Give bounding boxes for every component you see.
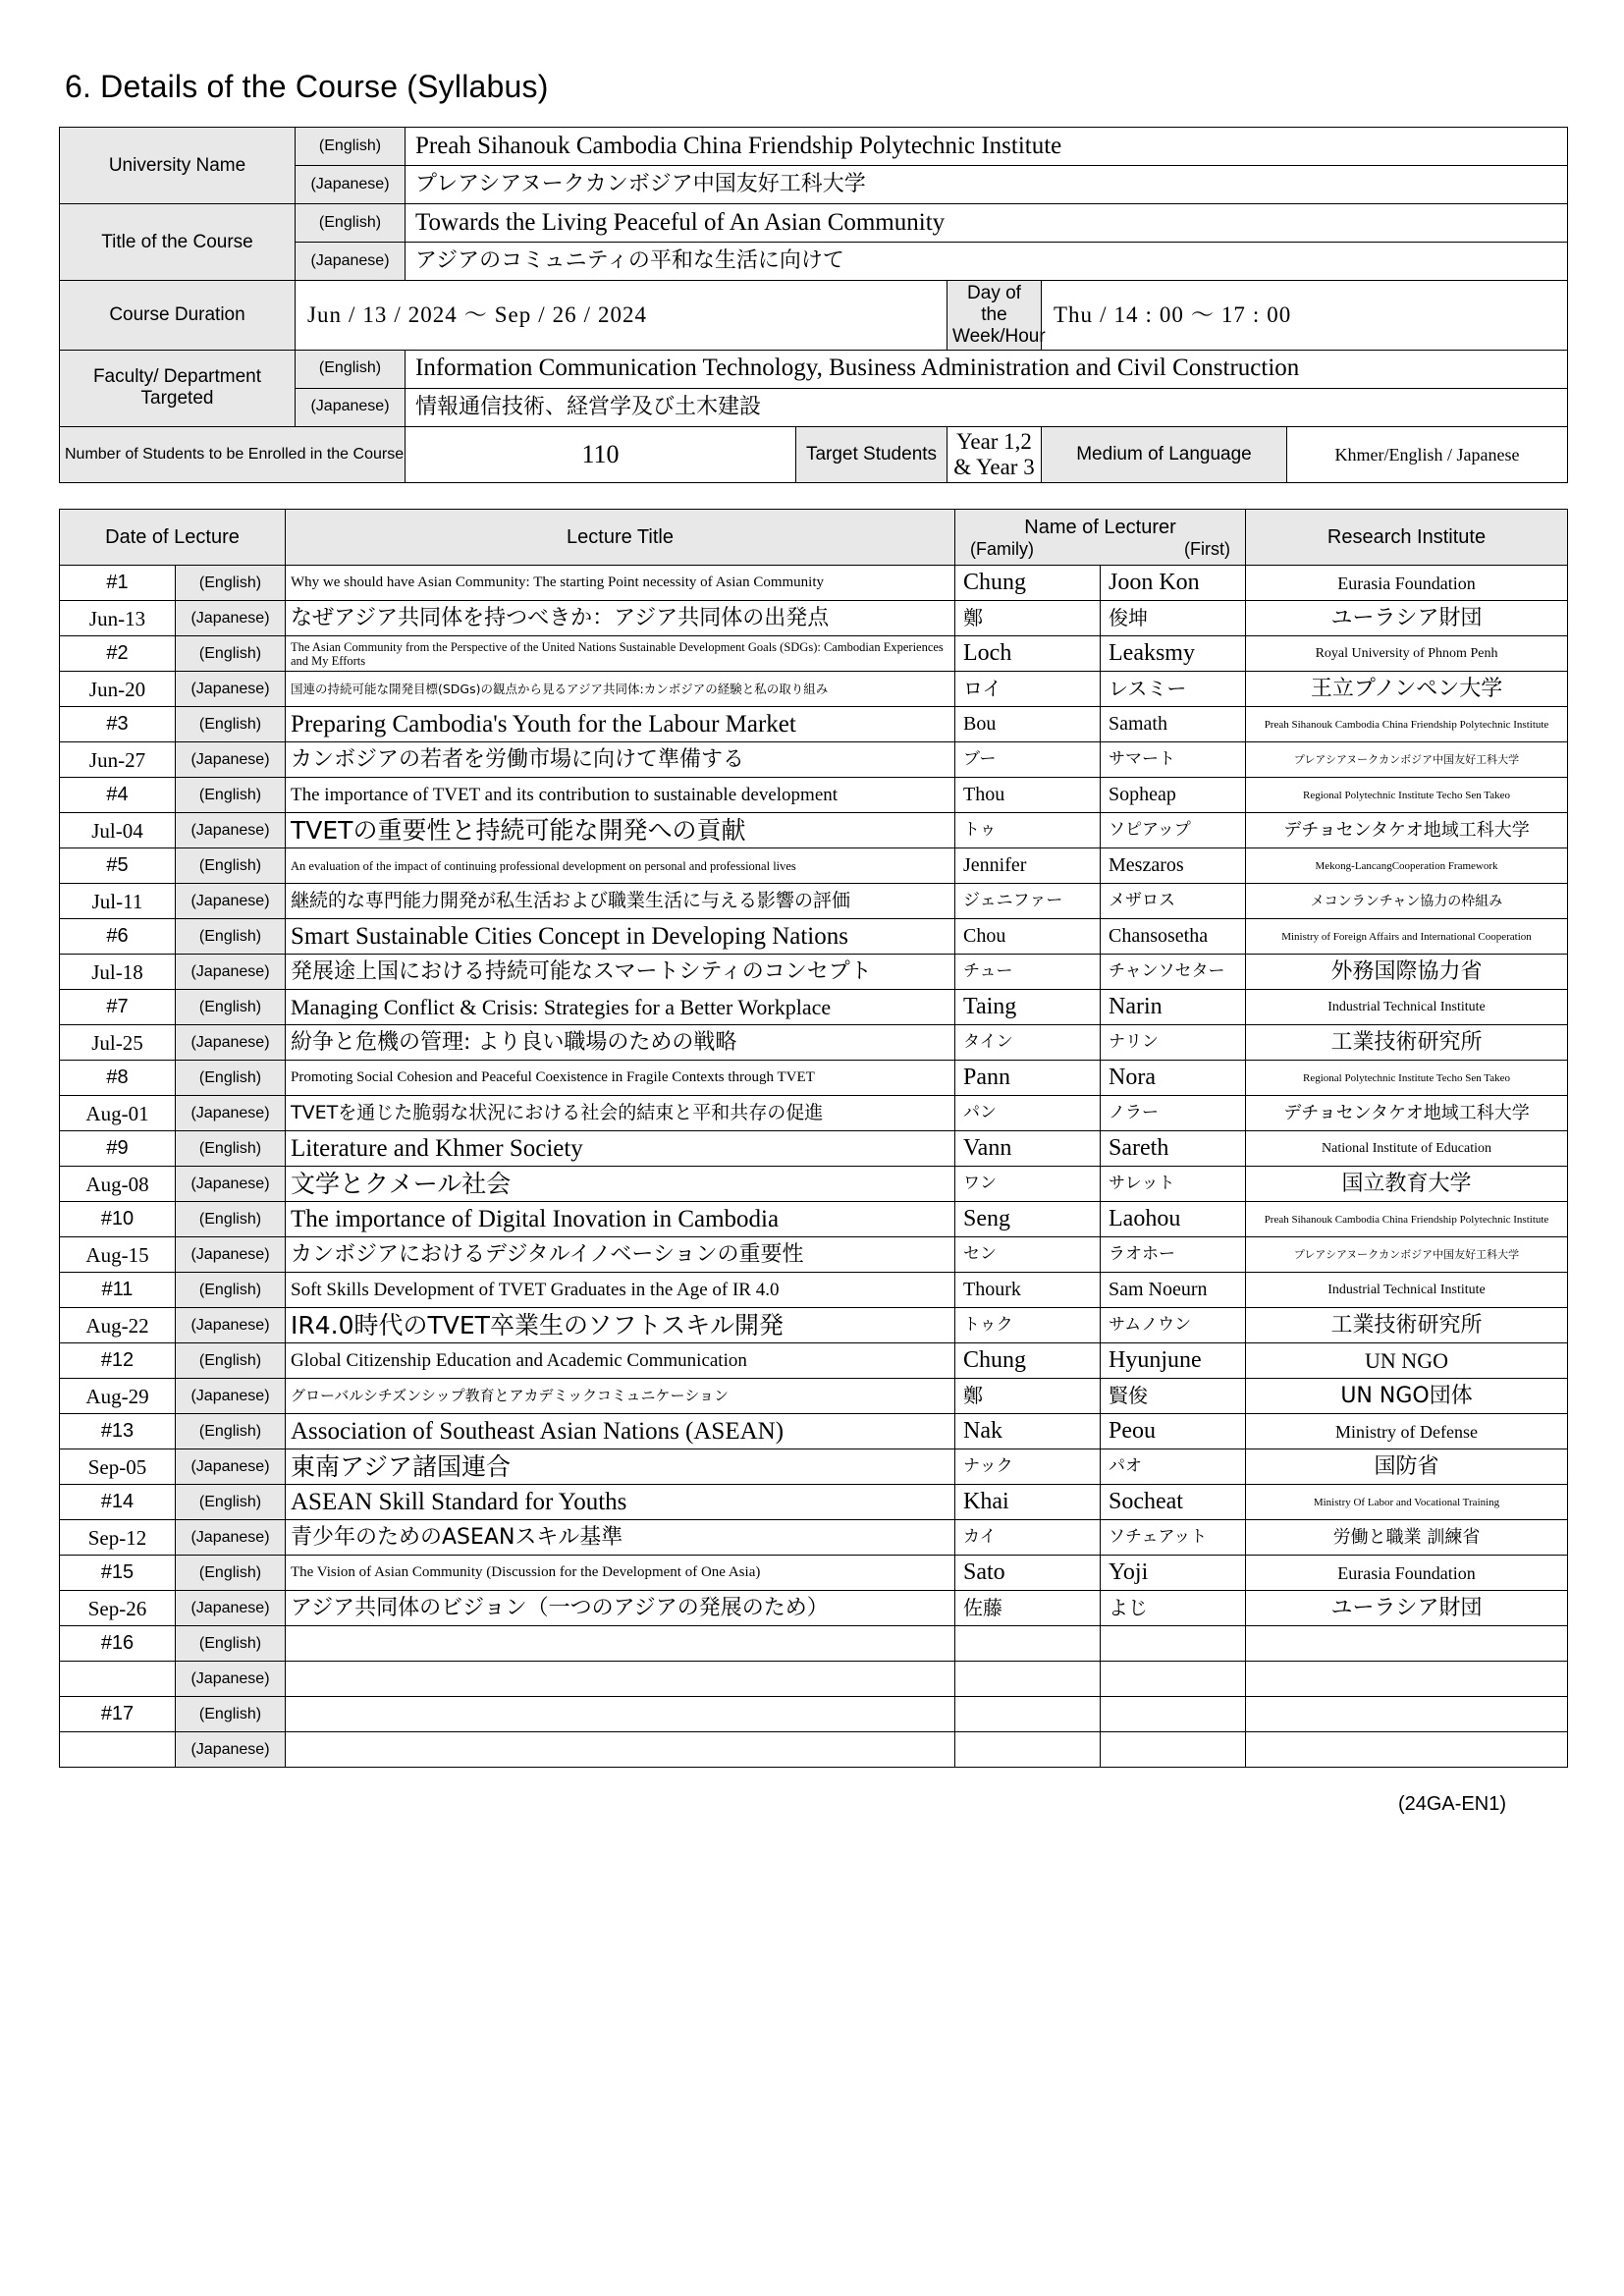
language-tag-japanese: (Japanese) (176, 1732, 286, 1768)
target-students-value: Year 1,2 & Year 3 (947, 426, 1042, 483)
language-tag-japanese: (Japanese) (176, 601, 286, 636)
language-tag-japanese: (Japanese) (296, 243, 406, 281)
research-institute-english (1246, 1697, 1568, 1732)
lecturer-family-japanese: 鄭 (955, 601, 1101, 636)
lecturer-family-english: Sato (955, 1556, 1101, 1591)
table-row (60, 1308, 1568, 1343)
lecturer-family-japanese: ロイ (955, 672, 1101, 707)
table-row (60, 742, 1568, 778)
lecture-title-english: The Vision of Asian Community (Discussion for the Development of One Asia) (286, 1556, 955, 1591)
lecturer-first-english (1101, 1697, 1246, 1732)
lecture-title-english: Literature and Khmer Society (286, 1131, 955, 1167)
research-institute-english: Ministry of Foreign Affairs and International Cooperation (1246, 919, 1568, 955)
lecture-number: #16 (60, 1626, 176, 1662)
language-tag-english: (English) (176, 778, 286, 813)
language-tag-english: (English) (296, 204, 406, 243)
lecturer-family-english: Vann (955, 1131, 1101, 1167)
research-institute-english: Eurasia Foundation (1246, 566, 1568, 601)
research-institute-english: Mekong-LancangCooperation Framework (1246, 848, 1568, 884)
table-row (60, 1414, 1568, 1449)
lecturer-family-japanese: チュー (955, 955, 1101, 990)
table-row (60, 778, 1568, 813)
lecturer-first-japanese: ソピアップ (1101, 813, 1246, 848)
language-tag-english: (English) (176, 566, 286, 601)
lecturer-first-english: Joon Kon (1101, 566, 1246, 601)
lecturer-family-english: Thourk (955, 1273, 1101, 1308)
research-institute-japanese: ユーラシア財団 (1246, 1591, 1568, 1626)
lecturer-first-japanese: サムノウン (1101, 1308, 1246, 1343)
lecture-number: #5 (60, 848, 176, 884)
table-row (60, 1732, 1568, 1768)
lecturer-first-english: Peou (1101, 1414, 1246, 1449)
lecturer-first-english: Socheat (1101, 1485, 1246, 1520)
language-tag-english: (English) (176, 1343, 286, 1379)
lecturer-family-japanese: ナック (955, 1449, 1101, 1485)
course-title-japanese-value: アジアのコミュニティの平和な生活に向けて (406, 243, 1568, 281)
lecture-title-japanese: アジア共同体のビジョン（一つのアジアの発展のため） (286, 1591, 955, 1626)
lecture-title-japanese: グローバルシチズンシップ教育とアカデミックコミュニケーション (286, 1379, 955, 1414)
university-name-japanese-value: プレアシアヌークカンボジア中国友好工科大学 (406, 166, 1568, 204)
lecture-number: #11 (60, 1273, 176, 1308)
lecture-title-japanese (286, 1662, 955, 1697)
language-tag-english: (English) (176, 1626, 286, 1662)
research-institute-english: Regional Polytechnic Institute Techo Sen Takeo (1246, 1061, 1568, 1096)
lecture-schedule-table (59, 509, 1568, 1768)
lecturer-family-english: Thou (955, 778, 1101, 813)
language-tag-english: (English) (176, 1485, 286, 1520)
lecturer-family-english: Taing (955, 990, 1101, 1025)
start-minute: 00 (1159, 301, 1184, 327)
lecturer-family-english (955, 1626, 1101, 1662)
lecture-title-english: Soft Skills Development of TVET Graduates in the Age of IR 4.0 (286, 1273, 955, 1308)
column-header-title: Lecture Title (286, 510, 955, 566)
table-row (60, 601, 1568, 636)
lecture-date: Jul-11 (60, 884, 176, 919)
research-institute-japanese: 工業技術研究所 (1246, 1308, 1568, 1343)
duration-end-month: Sep (494, 301, 532, 327)
lecturer-first-japanese: 賢俊 (1101, 1379, 1246, 1414)
university-name-english-row (60, 128, 1568, 166)
research-institute-japanese: 王立プノンペン大学 (1246, 672, 1568, 707)
lecture-title-japanese: 文学とクメール社会 (286, 1167, 955, 1202)
number-of-students-label: Number of Students to be Enrolled in the Course (60, 426, 406, 483)
research-institute-japanese: プレアシアヌークカンボジア中国友好工科大学 (1246, 742, 1568, 778)
lecture-title-english: Managing Conflict & Crisis: Strategies for a Better Workplace (286, 990, 955, 1025)
lecture-number: #15 (60, 1556, 176, 1591)
table-row (60, 707, 1568, 742)
language-tag-english: (English) (176, 1556, 286, 1591)
table-row (60, 1379, 1568, 1414)
lecture-title-japanese: 継続的な専門能力開発が私生活および職業生活に与える影響の評価 (286, 884, 955, 919)
lecture-title-japanese: TVETを通じた脆弱な状況における社会的結束と平和共存の促進 (286, 1096, 955, 1131)
column-header-date: Date of Lecture (60, 510, 286, 566)
lecture-title-english: Preparing Cambodia's Youth for the Labour Market (286, 707, 955, 742)
table-row (60, 672, 1568, 707)
table-row (60, 1167, 1568, 1202)
research-institute-japanese (1246, 1732, 1568, 1768)
lecture-title-english: Global Citizenship Education and Academic Communication (286, 1343, 955, 1379)
course-title-english-value: Towards the Living Peaceful of An Asian Community (406, 204, 1568, 243)
lecture-date: Aug-29 (60, 1379, 176, 1414)
lecturer-first-english: Laohou (1101, 1202, 1246, 1237)
research-institute-japanese: デチョセンタケオ地域工科大学 (1246, 813, 1568, 848)
language-tag-japanese: (Japanese) (296, 166, 406, 204)
lecture-number: #4 (60, 778, 176, 813)
research-institute-english: National Institute of Education (1246, 1131, 1568, 1167)
lecture-title-english: Why we should have Asian Community: The starting Point necessity of Asian Community (286, 566, 955, 601)
target-students-label: Target Students (796, 426, 947, 483)
duration-start-year: 2024 (407, 301, 458, 327)
lecturer-family-japanese: ワン (955, 1167, 1101, 1202)
lecturer-family-japanese: ジェニファー (955, 884, 1101, 919)
research-institute-japanese: プレアシアヌークカンボジア中国友好工科大学 (1246, 1237, 1568, 1273)
lecture-number: #10 (60, 1202, 176, 1237)
duration-end-day: 26 (552, 301, 577, 327)
table-row (60, 1025, 1568, 1061)
end-hour: 17 (1220, 301, 1246, 327)
language-tag-japanese: (Japanese) (176, 1591, 286, 1626)
medium-of-language-value: Khmer/English / Japanese (1287, 426, 1568, 483)
language-tag-japanese: (Japanese) (176, 742, 286, 778)
research-institute-japanese: UN NGO団体 (1246, 1379, 1568, 1414)
table-row (60, 1520, 1568, 1556)
lecturer-family-japanese: パン (955, 1096, 1101, 1131)
lecturer-family-japanese: タイン (955, 1025, 1101, 1061)
lecturer-first-japanese: メザロス (1101, 884, 1246, 919)
language-tag-english: (English) (176, 1131, 286, 1167)
lecturer-family-japanese: 佐藤 (955, 1591, 1101, 1626)
lecturer-first-english: Sareth (1101, 1131, 1246, 1167)
research-institute-japanese: 外務国際協力省 (1246, 955, 1568, 990)
lecturer-family-japanese: カイ (955, 1520, 1101, 1556)
lecturer-family-english: Pann (955, 1061, 1101, 1096)
lecturer-header-main: Name of Lecturer (1024, 516, 1176, 538)
language-tag-japanese: (Japanese) (176, 1308, 286, 1343)
lecturer-family-english: Chung (955, 566, 1101, 601)
research-institute-english: Ministry Of Labor and Vocational Training (1246, 1485, 1568, 1520)
lecture-date: Jul-25 (60, 1025, 176, 1061)
lecture-date: Aug-08 (60, 1167, 176, 1202)
lecture-title-english: The importance of Digital Inovation in Cambodia (286, 1202, 955, 1237)
course-title-label: Title of the Course (60, 204, 296, 281)
lecture-date: Aug-01 (60, 1096, 176, 1131)
table-row (60, 1697, 1568, 1732)
table-row (60, 1096, 1568, 1131)
lecturer-family-english: Loch (955, 636, 1101, 672)
lecture-date: Sep-26 (60, 1591, 176, 1626)
lecture-title-japanese: カンボジアの若者を労働市場に向けて準備する (286, 742, 955, 778)
language-tag-english: (English) (176, 848, 286, 884)
language-tag-japanese: (Japanese) (176, 1167, 286, 1202)
research-institute-english (1246, 1626, 1568, 1662)
language-tag-english: (English) (176, 1273, 286, 1308)
lecture-title-japanese: 青少年のためのASEANスキル基準 (286, 1520, 955, 1556)
research-institute-english: Industrial Technical Institute (1246, 1273, 1568, 1308)
lecturer-first-japanese: ナリン (1101, 1025, 1246, 1061)
lecturer-family-japanese: ブー (955, 742, 1101, 778)
course-title-english-row (60, 204, 1568, 243)
language-tag-japanese: (Japanese) (296, 388, 406, 426)
university-name-label: University Name (60, 128, 296, 204)
faculty-english-value: Information Communication Technology, Business Administration and Civil Construction (406, 350, 1568, 388)
lecture-title-english: ASEAN Skill Standard for Youths (286, 1485, 955, 1520)
research-institute-japanese: 労働と職業 訓練省 (1246, 1520, 1568, 1556)
table-row (60, 919, 1568, 955)
column-header-lecturer (955, 510, 1246, 566)
lecture-title-japanese: IR4.0時代のTVET卒業生のソフトスキル開発 (286, 1308, 955, 1343)
medium-of-language-label: Medium of Language (1042, 426, 1287, 483)
table-row (60, 955, 1568, 990)
lecture-title-english: The Asian Community from the Perspective of the United Nations Sustainable Development Goals (SDGs): Cambodian Experiences and My Efforts (286, 636, 955, 672)
table-row (60, 1237, 1568, 1273)
lecture-title-english: The importance of TVET and its contribution to sustainable development (286, 778, 955, 813)
lecture-number: #7 (60, 990, 176, 1025)
lecture-date: Jun-20 (60, 672, 176, 707)
lecturer-first-english: Chansosetha (1101, 919, 1246, 955)
table-row (60, 990, 1568, 1025)
language-tag-japanese: (Japanese) (176, 813, 286, 848)
research-institute-english: Preah Sihanouk Cambodia China Friendship Polytechnic Institute (1246, 707, 1568, 742)
lecture-title-english (286, 1697, 955, 1732)
lecture-number: #3 (60, 707, 176, 742)
lecturer-family-english: Jennifer (955, 848, 1101, 884)
language-tag-japanese: (Japanese) (176, 1025, 286, 1061)
duration-start-month: Jun (307, 301, 342, 327)
lecture-title-japanese: TVETの重要性と持続可能な開発への貢献 (286, 813, 955, 848)
table-row (60, 1343, 1568, 1379)
language-tag-english: (English) (176, 707, 286, 742)
course-duration-label: Course Duration (60, 281, 296, 351)
table-row (60, 566, 1568, 601)
table-row (60, 1662, 1568, 1697)
table-row (60, 636, 1568, 672)
language-tag-japanese: (Japanese) (176, 884, 286, 919)
lecture-number: #2 (60, 636, 176, 672)
lecture-date (60, 1732, 176, 1768)
research-institute-japanese: メコンランチャン協力の枠組み (1246, 884, 1568, 919)
lecture-number: #6 (60, 919, 176, 955)
lecturer-family-english (955, 1697, 1101, 1732)
research-institute-english: Ministry of Defense (1246, 1414, 1568, 1449)
lecturer-first-japanese: 俊坤 (1101, 601, 1246, 636)
language-tag-english: (English) (176, 1202, 286, 1237)
lecturer-first-japanese: パオ (1101, 1449, 1246, 1485)
research-institute-english: UN NGO (1246, 1343, 1568, 1379)
lecturer-family-english: Bou (955, 707, 1101, 742)
language-tag-english: (English) (296, 128, 406, 166)
table-row (60, 1485, 1568, 1520)
language-tag-japanese: (Japanese) (176, 1237, 286, 1273)
enrollment-row (60, 426, 1568, 483)
lecturer-family-english: Seng (955, 1202, 1101, 1237)
day-of-week: Thu (1054, 301, 1094, 327)
lecture-title-japanese: 国連の持続可能な開発目標(SDGs)の観点から見るアジア共同体:カンボジアの経験と私の取り組み (286, 672, 955, 707)
lecturer-first-japanese: ラオホー (1101, 1237, 1246, 1273)
lecture-date (60, 1662, 176, 1697)
lecture-number: #13 (60, 1414, 176, 1449)
lecturer-first-japanese: サマート (1101, 742, 1246, 778)
course-duration-row (60, 281, 1568, 351)
lecturer-header-first: (First) (1184, 538, 1231, 559)
lecturer-family-english: Chou (955, 919, 1101, 955)
lecturer-first-japanese (1101, 1732, 1246, 1768)
university-name-english-value: Preah Sihanouk Cambodia China Friendship Polytechnic Institute (406, 128, 1568, 166)
table-row (60, 813, 1568, 848)
lecturer-first-english: Narin (1101, 990, 1246, 1025)
lecture-title-japanese: カンボジアにおけるデジタルイノベーションの重要性 (286, 1237, 955, 1273)
lecturer-first-japanese: レスミー (1101, 672, 1246, 707)
lecturer-first-english (1101, 1626, 1246, 1662)
research-institute-english: Preah Sihanouk Cambodia China Friendship Polytechnic Institute (1246, 1202, 1568, 1237)
end-minute: 00 (1267, 301, 1292, 327)
day-of-week-hour-value: Thu / 14 : 00 ～ 17 : 00 (1042, 281, 1568, 351)
lecture-number: #12 (60, 1343, 176, 1379)
lecturer-family-japanese: トゥク (955, 1308, 1101, 1343)
lecturer-header-family: (Family) (970, 538, 1034, 559)
lecturer-family-english: Nak (955, 1414, 1101, 1449)
lecturer-family-japanese: 鄭 (955, 1379, 1101, 1414)
language-tag-japanese: (Japanese) (176, 1096, 286, 1131)
faculty-japanese-value: 情報通信技術、経営学及び土木建設 (406, 388, 1568, 426)
research-institute-english: Eurasia Foundation (1246, 1556, 1568, 1591)
lecture-date: Jul-04 (60, 813, 176, 848)
duration-start-day: 13 (362, 301, 388, 327)
lecture-title-japanese: 発展途上国における持続可能なスマートシティのコンセプト (286, 955, 955, 990)
research-institute-japanese: 工業技術研究所 (1246, 1025, 1568, 1061)
language-tag-english: (English) (176, 1414, 286, 1449)
table-row (60, 1131, 1568, 1167)
table-row (60, 1273, 1568, 1308)
lecturer-first-japanese (1101, 1662, 1246, 1697)
duration-tilde: ～ (463, 301, 488, 327)
research-institute-japanese (1246, 1662, 1568, 1697)
course-duration-value: Jun / 13 / 2024 ～ Sep / 26 / 2024 (296, 281, 947, 351)
lecturer-first-english: Nora (1101, 1061, 1246, 1096)
lecturer-first-english: Meszaros (1101, 848, 1246, 884)
research-institute-english: Industrial Technical Institute (1246, 990, 1568, 1025)
lecture-number: #1 (60, 566, 176, 601)
language-tag-japanese: (Japanese) (176, 1520, 286, 1556)
faculty-english-row (60, 350, 1568, 388)
language-tag-japanese: (Japanese) (176, 955, 286, 990)
day-of-week-hour-label: Day of the Week/Hour (947, 281, 1042, 351)
language-tag-english: (English) (296, 350, 406, 388)
research-institute-japanese: デチョセンタケオ地域工科大学 (1246, 1096, 1568, 1131)
lecturer-first-japanese: チャンソセター (1101, 955, 1246, 990)
lecturer-family-japanese: セン (955, 1237, 1101, 1273)
lecture-title-japanese: なぜアジア共同体を持つべきか：アジア共同体の出発点 (286, 601, 955, 636)
lecture-title-english: Association of Southeast Asian Nations (ASEAN) (286, 1414, 955, 1449)
language-tag-english: (English) (176, 990, 286, 1025)
research-institute-english: Regional Polytechnic Institute Techo Sen Takeo (1246, 778, 1568, 813)
lecturer-first-english: Yoji (1101, 1556, 1246, 1591)
lecturer-family-japanese: トゥ (955, 813, 1101, 848)
language-tag-japanese: (Japanese) (176, 1379, 286, 1414)
table-row (60, 1591, 1568, 1626)
faculty-department-label: Faculty/ Department Targeted (60, 350, 296, 426)
lecturer-first-japanese: ソチェアット (1101, 1520, 1246, 1556)
lecture-title-english: Smart Sustainable Cities Concept in Developing Nations (286, 919, 955, 955)
language-tag-english: (English) (176, 919, 286, 955)
lecturer-family-english: Chung (955, 1343, 1101, 1379)
page-title: 6. Details of the Course (Syllabus) (65, 69, 549, 104)
lecture-date: Aug-22 (60, 1308, 176, 1343)
lecturer-family-japanese (955, 1662, 1101, 1697)
lecture-date: Sep-05 (60, 1449, 176, 1485)
lecture-number: #14 (60, 1485, 176, 1520)
lecture-table-header-row (60, 510, 1568, 566)
language-tag-japanese: (Japanese) (176, 672, 286, 707)
table-row (60, 1449, 1568, 1485)
lecturer-family-english: Khai (955, 1485, 1101, 1520)
lecturer-first-english: Sopheap (1101, 778, 1246, 813)
research-institute-japanese: ユーラシア財団 (1246, 601, 1568, 636)
language-tag-japanese: (Japanese) (176, 1449, 286, 1485)
lecture-number: #9 (60, 1131, 176, 1167)
lecture-date: Sep-12 (60, 1520, 176, 1556)
lecturer-first-english: Leaksmy (1101, 636, 1246, 672)
lecture-date: Jul-18 (60, 955, 176, 990)
duration-end-year: 2024 (598, 301, 648, 327)
lecture-title-english (286, 1626, 955, 1662)
table-row (60, 1061, 1568, 1096)
column-header-institute: Research Institute (1246, 510, 1568, 566)
lecturer-first-japanese: サレット (1101, 1167, 1246, 1202)
lecture-number: #8 (60, 1061, 176, 1096)
hour-tilde: ～ (1190, 301, 1215, 327)
lecturer-first-english: Hyunjune (1101, 1343, 1246, 1379)
language-tag-english: (English) (176, 1061, 286, 1096)
lecture-title-japanese (286, 1732, 955, 1768)
lecture-title-english: Promoting Social Cohesion and Peaceful Coexistence in Fragile Contexts through TVET (286, 1061, 955, 1096)
table-row (60, 1556, 1568, 1591)
table-row (60, 848, 1568, 884)
start-hour: 14 (1113, 301, 1139, 327)
lecture-title-english: An evaluation of the impact of continuing professional development on personal and professional lives (286, 848, 955, 884)
course-header-table (59, 127, 1568, 483)
lecture-date: Jun-27 (60, 742, 176, 778)
form-code: (24GA-EN1) (1397, 1793, 1506, 1816)
language-tag-japanese: (Japanese) (176, 1662, 286, 1697)
lecture-title-japanese: 東南アジア諸国連合 (286, 1449, 955, 1485)
lecture-date: Jun-13 (60, 601, 176, 636)
research-institute-japanese: 国防省 (1246, 1449, 1568, 1485)
lecturer-first-english: Samath (1101, 707, 1246, 742)
lecture-title-japanese: 紛争と危機の管理: より良い職場のための戦略 (286, 1025, 955, 1061)
lecturer-family-japanese (955, 1732, 1101, 1768)
language-tag-english: (English) (176, 636, 286, 672)
table-row (60, 1626, 1568, 1662)
lecture-number: #17 (60, 1697, 176, 1732)
number-of-students-value: 110 (406, 426, 796, 483)
research-institute-japanese: 国立教育大学 (1246, 1167, 1568, 1202)
lecturer-first-english: Sam Noeurn (1101, 1273, 1246, 1308)
lecture-date: Aug-15 (60, 1237, 176, 1273)
table-row (60, 1202, 1568, 1237)
language-tag-english: (English) (176, 1697, 286, 1732)
table-row (60, 884, 1568, 919)
lecturer-first-japanese: ノラー (1101, 1096, 1246, 1131)
lecturer-first-japanese: よじ (1101, 1591, 1246, 1626)
research-institute-english: Royal University of Phnom Penh (1246, 636, 1568, 672)
